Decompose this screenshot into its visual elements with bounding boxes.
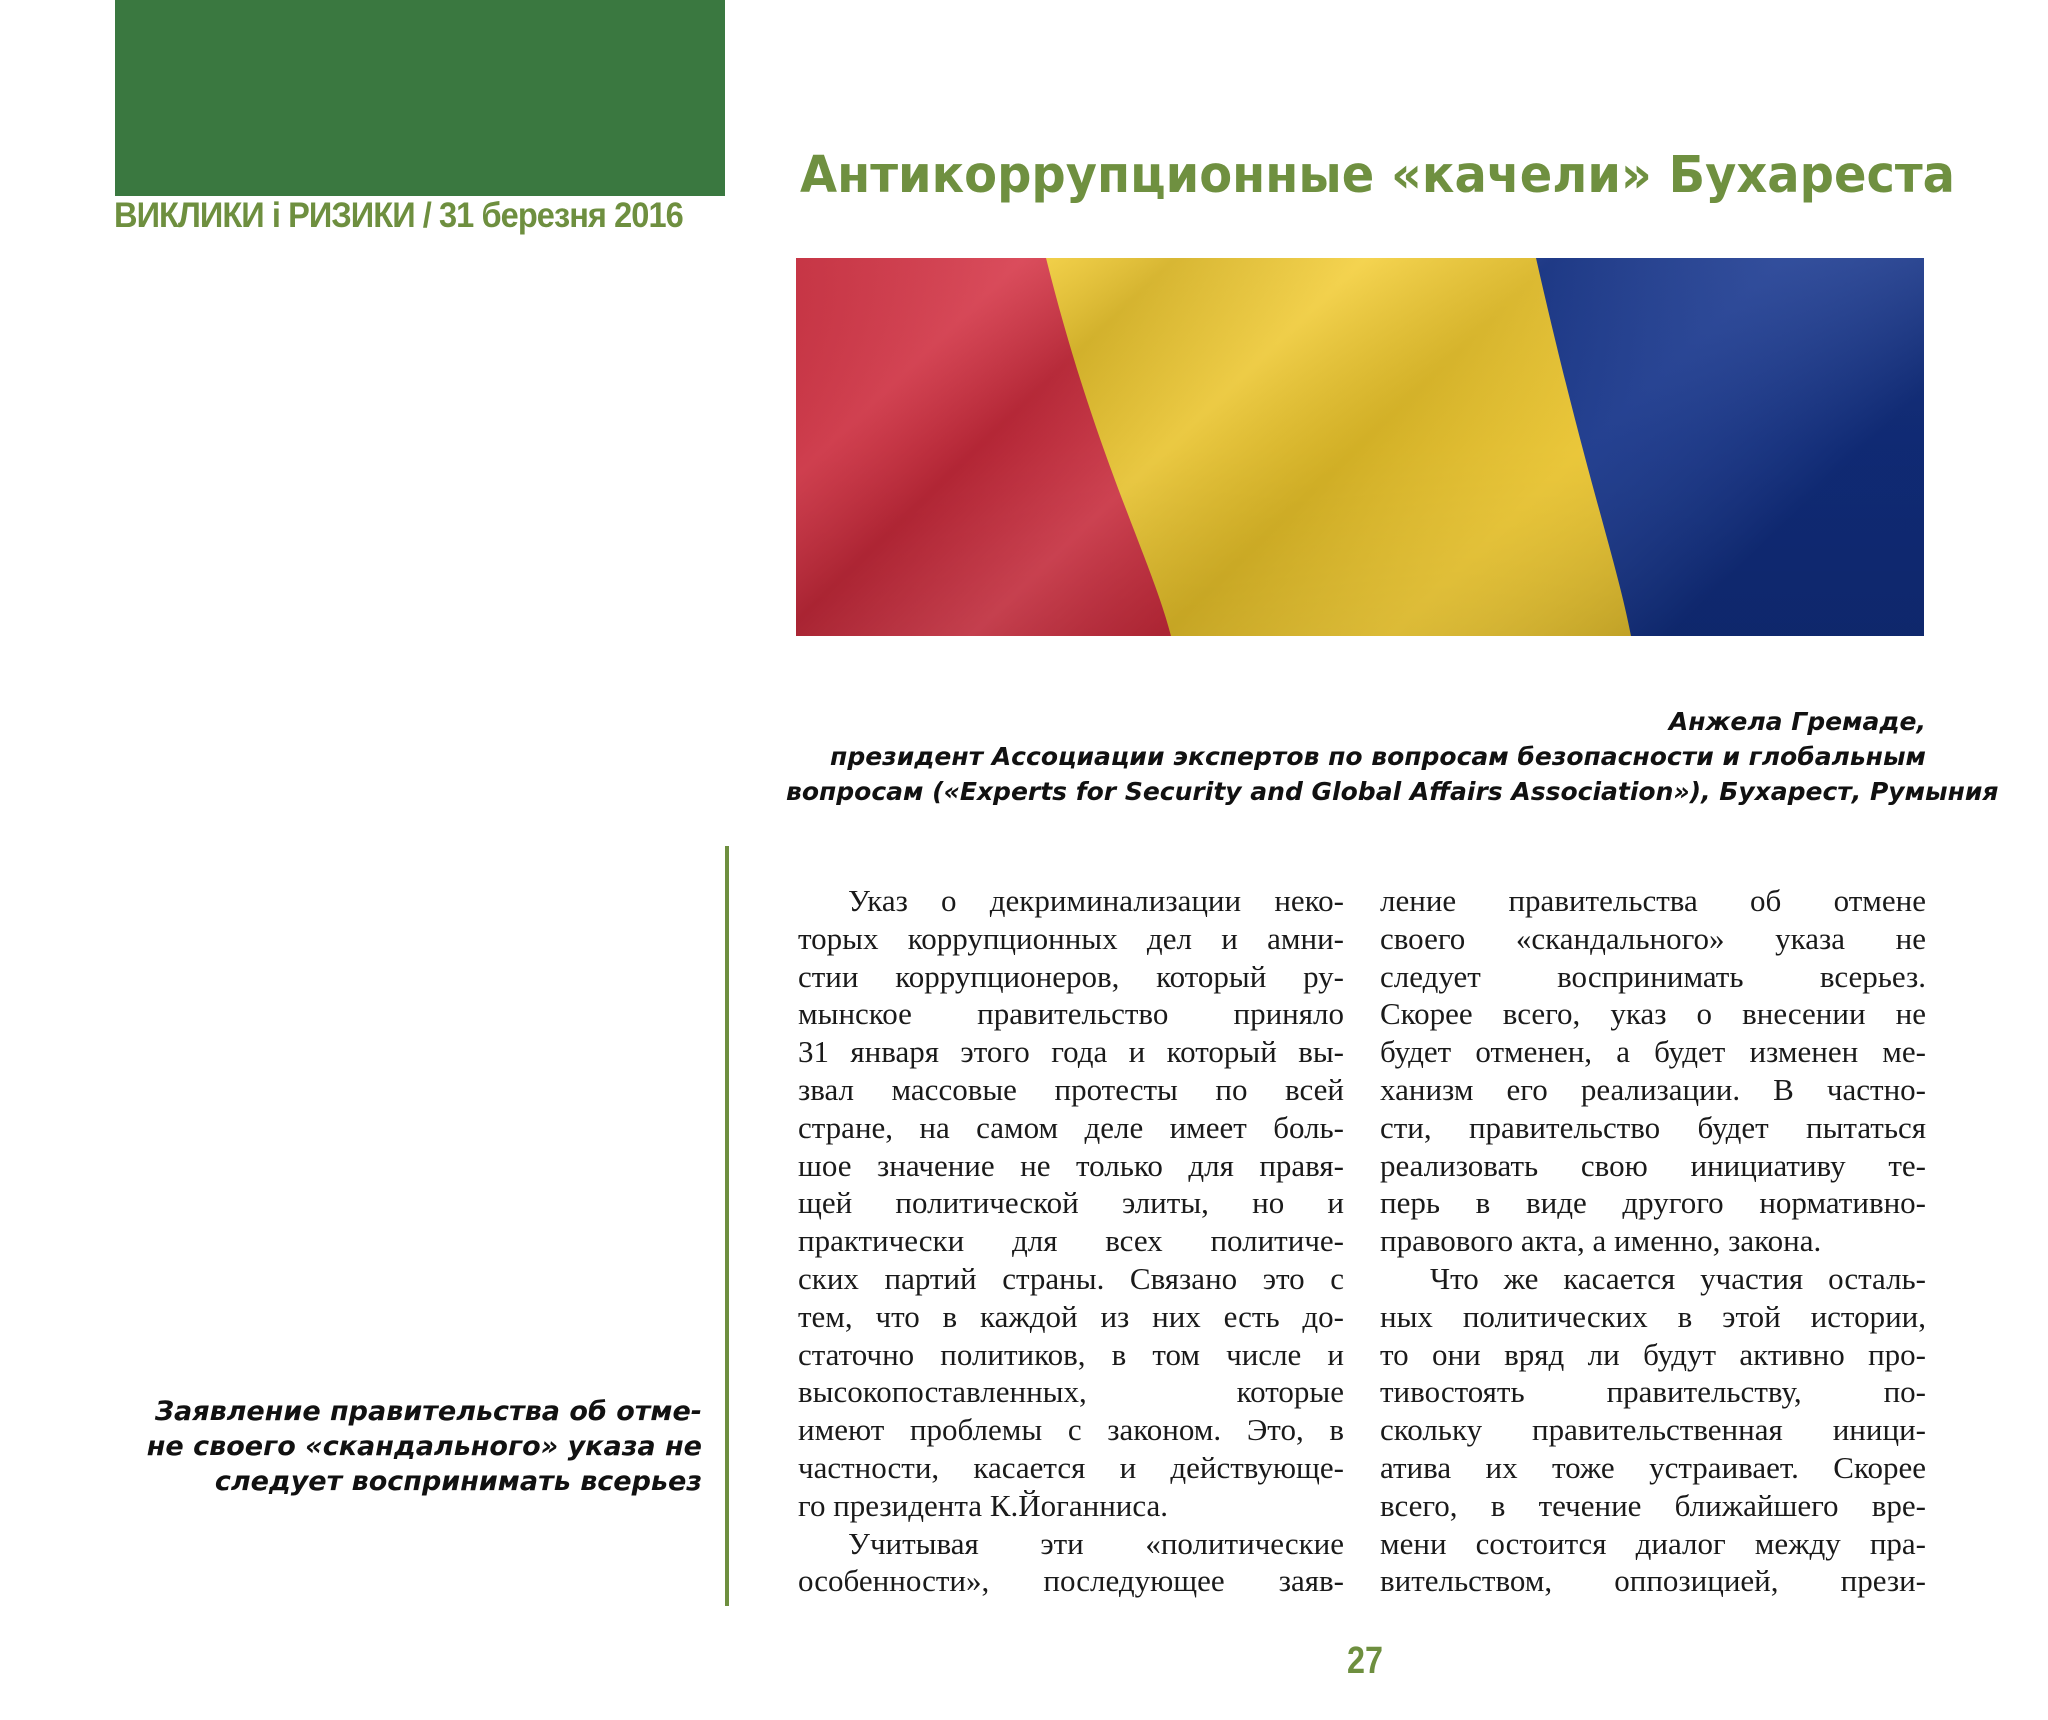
text-line: частности, касается и действующе- [798,1449,1344,1485]
vertical-divider [725,846,729,1606]
text-line: Скорее всего, указ о внесении не [1380,996,1926,1032]
text-line: скольку правительственная иници- [1380,1412,1926,1448]
text-line: будет отменен, а будет изменен ме- [1380,1034,1926,1070]
page-number: 27 [1347,1640,1383,1682]
text-line: звал массовые протесты по всей [798,1071,1344,1107]
text-line: ление правительства об отмене [1380,883,1926,918]
text-line: тем, что в каждой из них есть до- [798,1298,1344,1334]
text-line: атива их тоже устраивает. Скорее [1380,1449,1926,1485]
text-line: щей политической элиты, но и [798,1185,1344,1221]
text-line: мени состоится диалог между пра- [1380,1525,1926,1561]
body-column-right [1380,882,1926,1600]
text-line: практически для всех политиче- [798,1223,1344,1259]
text-line: го президента К.Йоганниса. [798,1487,1169,1523]
pull-quote-line: Заявление правительства об отме- [154,1396,702,1427]
text-line: тивостоять правительству, по- [1380,1374,1926,1410]
text-line: особенности», последующее заяв- [798,1563,1344,1599]
text-line: следует воспринимать всерьез. [1380,958,1926,994]
text-line: Указ о декриминализации неко- [848,883,1344,918]
text-line: Что же касается участия осталь- [1430,1260,1926,1296]
text-line: стии коррупционеров, который ру- [798,958,1344,994]
text-line: своего «скандального» указа не [1380,920,1926,956]
text-line: реализовать свою инициативу те- [1380,1147,1926,1183]
text-line: всего, в течение ближайшего вре- [1380,1487,1926,1523]
pull-quote-line: не своего «скандального» указа не [146,1431,702,1462]
issue-header: ВИКЛИКИ і РИЗИКИ / 31 березня 2016 [114,196,683,235]
text-line: перь в виде другого нормативно- [1380,1185,1926,1221]
author-role-line-2: вопросам («Experts for Security and Global Affairs Association»), Бухарест, Румыния [786,777,1999,806]
pull-quote [110,1394,702,1499]
author-role-line-1: президент Ассоциации экспертов по вопросам безопасности и глобальным [830,742,1926,771]
text-line: то они вряд ли будут активно про- [1380,1336,1926,1372]
text-line: имеют проблемы с законом. Это, в [798,1412,1344,1448]
text-line: статочно политиков, в том числе и [798,1336,1344,1372]
text-line: Учитывая эти «политические [848,1525,1344,1561]
text-line: торых коррупционных дел и амни- [798,920,1344,956]
text-line: стране, на самом деле имеет боль- [798,1109,1344,1145]
pull-quote-line: следует воспринимать всерьез [214,1466,702,1497]
text-line: правового акта, а именно, закона. [1380,1223,1822,1259]
text-line: сти, правительство будет пытаться [1380,1109,1926,1145]
header-green-block [115,0,725,196]
text-line: ных политических в этой истории, [1380,1298,1926,1334]
text-line: ханизм его реализации. В частно- [1380,1071,1926,1107]
romanian-flag-image [796,258,1924,636]
author-byline [786,704,1999,809]
body-column-left [798,882,1344,1600]
text-line: ских партий страны. Связано это с [798,1260,1344,1296]
article-title: Антикоррупционные «качели» Бухареста [800,146,1956,205]
author-name: Анжела Гремаде, [1668,707,1926,736]
text-line: высокопоставленных, которые [798,1374,1344,1410]
text-line: 31 января этого года и который вы- [798,1034,1344,1070]
text-line: мынское правительство приняло [798,996,1344,1032]
text-line: вительством, оппозицией, прези- [1380,1563,1926,1599]
text-line: шое значение не только для правя- [798,1147,1344,1183]
